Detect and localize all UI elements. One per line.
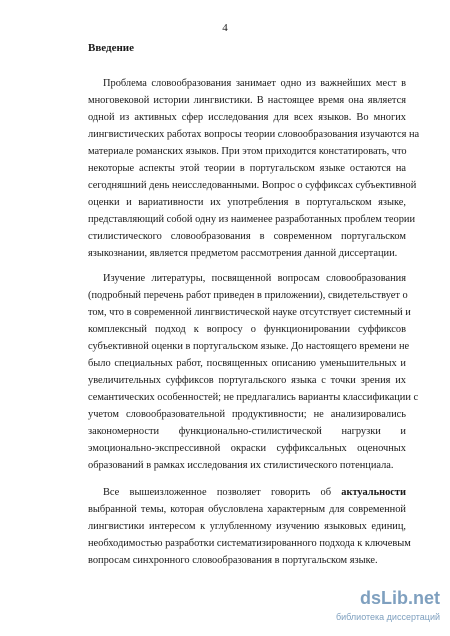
paragraph-line: сегодняшний день неисследованными. Вопрос о суффиксах субъективной — [88, 180, 417, 191]
bold-term: актуальности — [341, 487, 406, 498]
paragraph-line: (подробный перечень работ приведен в приложении), свидетельствует о — [88, 290, 408, 301]
paragraph-line: выбранной темы, которая обусловлена характерным для современной — [88, 504, 406, 515]
watermark-logo: dsLib.net — [360, 588, 440, 608]
paragraph-line: лингвистики интересом к углубленному изучению языковых единиц, — [88, 521, 406, 532]
paragraph-line: Изучение литературы, посвященной вопросам словообразования — [103, 273, 406, 284]
paragraph-line: представляющий собой одну из наименее разработанных проблем теории — [88, 214, 416, 225]
paragraph-line: увеличительных суффиксов португальского языка с точки зрения их — [88, 375, 406, 386]
watermark-subtitle: библиотека диссертаций — [335, 612, 440, 622]
section-heading: Введение — [88, 42, 135, 54]
paragraph-line: образований в рамках исследования их стилистического потенциала. — [88, 460, 394, 471]
paragraph-line: семантических особенностей; не предлагались варианты классификации с — [88, 392, 419, 403]
site-watermark — [312, 588, 442, 628]
paragraph-line: одной из активных сфер исследования для всех языков. Во многих — [88, 112, 406, 123]
paragraph-line: некоторые аспекты этой теории в португальском языке остаются на — [88, 163, 406, 174]
paragraph-line: стилистического словообразования в современном португальском — [88, 231, 406, 242]
paragraph-line: том, что в современной лингвистической науке отсутствует системный и — [88, 307, 411, 318]
paragraph-line: было специальных работ, посвященных описанию уменьшительных и — [88, 358, 406, 369]
paragraph-line: субъективной оценки в португальском языке. До настоящего времени не — [88, 341, 410, 352]
paragraph-line: оценки и вариативности их употребления в португальском языке, — [88, 197, 406, 208]
paragraph-line-start: Все вышеизложенное позволяет говорить об — [103, 487, 331, 498]
paragraph-line: многовековой истории лингвистики. В настоящее время она является — [88, 95, 406, 106]
paragraph-line: комплексный подход к вопросу о функционировании суффиксов — [88, 324, 406, 335]
paragraph-line: материале романских языков. При этом приходится констатировать, что — [88, 146, 407, 157]
paragraph-line: закономерности функционально-стилистической нагрузки и — [88, 426, 406, 437]
paragraph-line: необходимостью разработки систематизированного подхода к ключевым — [88, 538, 411, 549]
paragraph-line: эмоционально-экспрессивной окраски суффиксальных оценочных — [88, 443, 406, 454]
paragraph-line: вопросам синхронного словообразования в португальском языке. — [88, 555, 378, 566]
paragraph-line: языкознании, является предметом рассмотрения данной диссертации. — [88, 248, 398, 259]
paragraph-line: Проблема словообразования занимает одно из важнейших мест в — [103, 78, 406, 89]
paragraph-line: учетом словообразовательной продуктивности; не анализировались — [88, 409, 406, 420]
page-number: 4 — [222, 22, 228, 34]
paragraph-line-with-term — [103, 486, 406, 500]
paragraph-line: лингвистических работах вопросы теории словообразования изучаются на — [88, 129, 420, 140]
